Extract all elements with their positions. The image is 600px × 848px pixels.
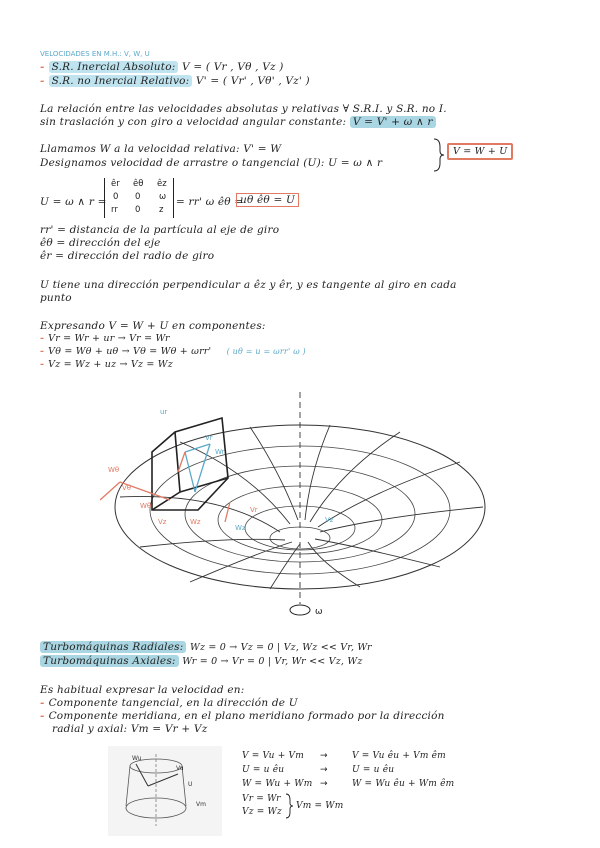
turbo-radial-text: Wz = 0 → Vz = 0 | Vz, Wz << Vr, Wr bbox=[190, 642, 372, 653]
component-theta-note: ( uθ = u = ωrr' ω ) bbox=[226, 347, 306, 356]
boxed-u-theta: uθ êθ = U bbox=[236, 193, 299, 207]
matrix-rhs: = rr' ω êθ = bbox=[176, 196, 244, 208]
turbo-radial-label: Turbomáquinas Radiales: bbox=[40, 641, 186, 653]
matrix-cell: 0 bbox=[135, 205, 141, 215]
sr-absolute-label: S.R. Inercial Absoluto: bbox=[49, 61, 179, 73]
turbo-radial bbox=[40, 641, 372, 653]
component-r bbox=[40, 333, 170, 344]
turbo-axial bbox=[40, 655, 363, 667]
diagram-label: ur bbox=[160, 408, 168, 416]
sr-absolute-value: V = ( Vr , Vθ , Vz ) bbox=[182, 61, 284, 73]
component-theta bbox=[40, 346, 306, 357]
bullet-dash-icon: - bbox=[40, 710, 45, 722]
diagram-label: Vr bbox=[250, 506, 258, 514]
figure-label: Vu bbox=[176, 765, 184, 772]
naming-line-1: Llamamos W a la velocidad relativa: V' = W bbox=[40, 143, 282, 155]
sr-relative-label: S.R. no Inercial Relativo: bbox=[49, 75, 193, 87]
section-title: VELOCIDADES EN M.H.: V, W, U bbox=[40, 50, 150, 58]
diagram-label: Vz bbox=[325, 516, 334, 524]
matrix-header-theta: êθ bbox=[133, 179, 144, 189]
bottom-formula-left-5: Vz = Wz bbox=[242, 807, 282, 817]
sr-absolute-line bbox=[40, 61, 284, 73]
turbo-axial-text: Wr = 0 → Vr = 0 | Vr, Wr << Vz, Wz bbox=[182, 656, 363, 667]
blade-lines bbox=[120, 425, 483, 589]
sr-relative-value: V' = ( Vr' , Vθ' , Vz' ) bbox=[195, 75, 310, 87]
figure-label: Vm bbox=[196, 801, 206, 808]
habitual-title: Es habitual expresar la velocidad en: bbox=[40, 684, 245, 696]
bullet-dash-icon: - bbox=[40, 697, 45, 709]
bullet-dash-icon: - bbox=[40, 61, 45, 73]
diagram-label: Wz bbox=[235, 524, 246, 532]
turbo-axial-label: Turbomáquinas Axiales: bbox=[40, 655, 179, 667]
definition-rr: rr' = distancia de la partícula al eje de giro bbox=[40, 224, 280, 236]
small-brace-icon bbox=[284, 792, 294, 820]
particle-box bbox=[152, 418, 228, 510]
diagram-label: Vr bbox=[205, 434, 213, 442]
perpendicular-line-1: U tiene una dirección perpendicular a êz y êr, y es tangente al giro en cada bbox=[40, 279, 457, 291]
definition-e-r: êr = dirección del radio de giro bbox=[40, 250, 215, 262]
bullet-dash-icon: - bbox=[40, 75, 45, 87]
components-title: Expresando V = W + U en componentes: bbox=[40, 320, 266, 332]
rotation-arrow-icon bbox=[290, 605, 310, 615]
habitual-continuation: radial y axial: Vm = Vr + Vz bbox=[52, 723, 208, 735]
velocity-triangle-figure bbox=[108, 746, 222, 836]
figure-label: U bbox=[188, 781, 193, 788]
definition-e-theta: êθ = dirección del eje bbox=[40, 237, 161, 249]
bottom-formula-right-3: W = Wu êu + Wm êm bbox=[352, 779, 455, 789]
habitual-item-2 bbox=[40, 710, 445, 722]
boxed-v-equals-w-plus-u: V = W + U bbox=[447, 143, 513, 160]
relation-line-1: La relación entre las velocidades absolutas y relativas ∀ S.R.I. y S.R. no I. bbox=[40, 103, 447, 115]
bottom-formula-right-1: V = Vu êu + Vm êm bbox=[352, 751, 446, 761]
arrow-icon: → bbox=[320, 751, 328, 761]
component-theta-text: Vθ = Wθ + uθ → Vθ = Wθ + ωrr' bbox=[48, 346, 212, 357]
component-r-text: Vr = Wr + ur → Vr = Wr bbox=[48, 333, 170, 344]
diagram-label: Wθ bbox=[140, 502, 152, 510]
bullet-dash-icon: - bbox=[40, 346, 45, 357]
matrix-cell: rr bbox=[111, 205, 118, 215]
matrix-header-r: êr bbox=[111, 179, 120, 189]
habitual-item-1-text: Componente tangencial, en la dirección de U bbox=[48, 697, 298, 709]
relation-formula: V = V' + ω ∧ r bbox=[350, 116, 436, 128]
diagram-label: Vz bbox=[158, 518, 167, 526]
arrow-icon: → bbox=[320, 779, 328, 789]
perpendicular-line-2: punto bbox=[40, 292, 72, 304]
diagram-label: Wr bbox=[215, 448, 225, 456]
diagram-label: Wz bbox=[190, 518, 201, 526]
bullet-dash-icon: - bbox=[40, 333, 45, 344]
determinant-matrix bbox=[104, 178, 174, 218]
arrow-icon: → bbox=[320, 765, 328, 775]
diagram-label: Wθ bbox=[108, 466, 120, 474]
matrix-cell: z bbox=[159, 205, 164, 215]
brace-result: Vm = Wm bbox=[296, 801, 344, 811]
bottom-formula-left-1: V = Vu + Vm bbox=[242, 751, 304, 761]
relation-line-2-text: sin traslación y con giro a velocidad angular constante: bbox=[40, 116, 347, 128]
red-vectors bbox=[100, 452, 230, 522]
bottom-formula-left-4: Vr = Wr bbox=[242, 794, 281, 804]
figure-label: Wu bbox=[132, 755, 142, 762]
matrix-cell: 0 bbox=[135, 192, 141, 202]
bottom-formula-left-2: U = u êu bbox=[242, 765, 285, 775]
naming-line-2: Designamos velocidad de arrastre o tangencial (U): U = ω ∧ r bbox=[40, 157, 383, 169]
right-brace-icon bbox=[432, 137, 446, 173]
habitual-item-1 bbox=[40, 697, 298, 709]
habitual-item-2-text: Componente meridiana, en el plano meridiano formado por la dirección bbox=[48, 710, 445, 722]
diagram-label: Vθ bbox=[122, 484, 132, 492]
matrix-cell: 0 bbox=[113, 192, 119, 202]
component-z-text: Vz = Wz + uz → Vz = Wz bbox=[48, 359, 173, 370]
relation-line-2 bbox=[40, 116, 436, 128]
bottom-formula-left-3: W = Wu + Wm bbox=[242, 779, 313, 789]
omega-label: ω bbox=[315, 607, 323, 617]
bottom-formula-right-2: U = u êu bbox=[352, 765, 395, 775]
matrix-lhs: U = ω ∧ r = bbox=[40, 196, 107, 208]
sr-relative-line bbox=[40, 75, 310, 87]
component-z bbox=[40, 359, 173, 370]
matrix-header-z: êz bbox=[157, 179, 167, 189]
turbomachine-diagram bbox=[100, 382, 560, 622]
bullet-dash-icon: - bbox=[40, 359, 45, 370]
matrix-cell: ω bbox=[159, 192, 167, 202]
